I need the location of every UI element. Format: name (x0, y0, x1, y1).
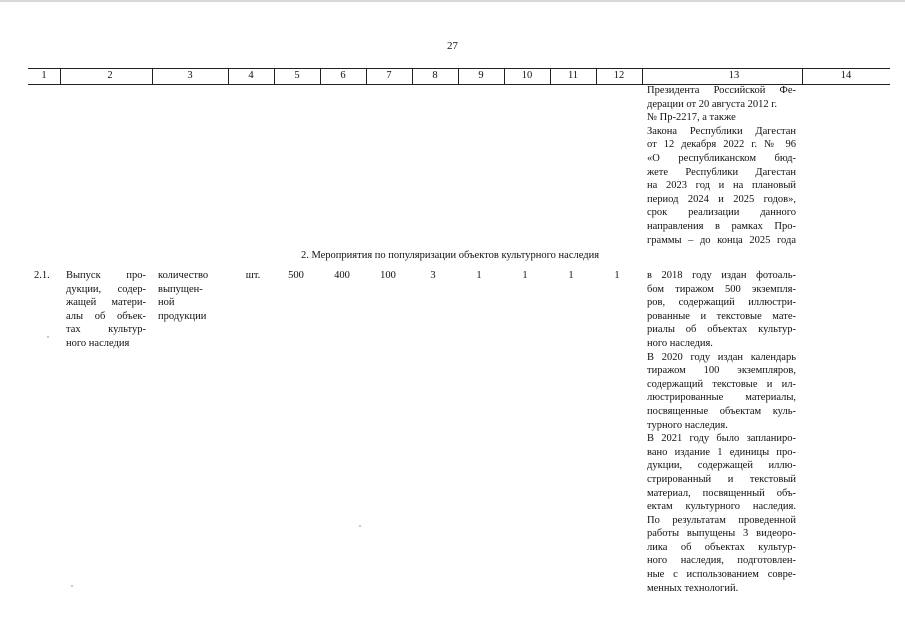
column-number-10: 10 (521, 70, 533, 81)
value-col-5: 500 (288, 270, 304, 281)
note-line: № Пр-2217, а также (647, 112, 736, 124)
note-line: направления в рамках Про- (647, 220, 796, 232)
note-line: срок реализации данного (647, 207, 796, 219)
note-line: тиражом 100 экземпляров, (647, 365, 796, 377)
item-title-line: алы об объек- (66, 310, 146, 322)
note-line: В 2021 году было запланиро- (647, 433, 796, 445)
item-title-line: ного наследия (66, 337, 130, 349)
column-number-14: 14 (840, 70, 852, 81)
note-line: период 2024 и 2025 годов», (647, 193, 796, 205)
note-line: ектам культурного наследия. (647, 501, 796, 513)
item-title-line: Выпуск про- (66, 270, 146, 281)
note-line: лика об объектах культур- (647, 541, 796, 553)
note-line: вано издание 1 единицы про- (647, 446, 796, 458)
value-col-10: 1 (522, 270, 528, 281)
note-line: турного наследия. (647, 419, 728, 431)
item-title-line: тах культур- (66, 324, 146, 336)
note-line: в 2018 году издан фотоаль- (647, 270, 796, 281)
value-col-8: 3 (430, 270, 436, 281)
note-line: Закона Республики Дагестан (647, 125, 796, 137)
column-number-13: 13 (728, 70, 740, 81)
value-col-6: 400 (334, 270, 350, 281)
note-line: люстрированные материалы, (647, 392, 796, 404)
note-line: от 12 декабря 2022 г. № 96 (647, 139, 796, 151)
note-line: менных технологий. (647, 582, 739, 594)
note-line: ров, содержащий иллюстри- (647, 297, 796, 309)
item-title-line: дукции, содер- (66, 283, 146, 295)
note-line: содержащий текстовые и ил- (647, 378, 796, 390)
item-title (66, 269, 146, 351)
note-line: работы выпущены 3 видеоро- (647, 528, 796, 540)
scan-speck (47, 336, 49, 338)
indicator-line: количество (158, 270, 209, 281)
note-line: граммы – до конца 2025 года (647, 234, 796, 246)
column-number-8: 8 (432, 70, 438, 81)
value-col-11: 1 (568, 270, 574, 281)
indicator-name (158, 269, 222, 323)
scan-speck (359, 525, 361, 527)
indicator-line: ной (158, 297, 175, 309)
note-line: В 2020 году издан календарь (647, 351, 796, 363)
column-divider (60, 69, 61, 84)
note-line: дукции, содержащей иллю- (647, 460, 796, 472)
column-number-2: 2 (107, 70, 113, 81)
note-line: жете Республики Дагестан (647, 166, 796, 178)
page-number: 27 (447, 40, 458, 52)
column-number-3: 3 (187, 70, 193, 81)
note-line: посвященные объектам куль- (647, 405, 796, 417)
column-number-6: 6 (340, 70, 346, 81)
note-line: стрированный и текстовый (647, 473, 796, 485)
note-line: рованные и текстовые мате- (647, 310, 796, 322)
value-col-7: 100 (380, 270, 396, 281)
value-col-12: 1 (614, 270, 620, 281)
note-line: риалы об объектах культур- (647, 324, 796, 336)
implementation-note (647, 269, 796, 595)
note-line: на 2023 год и на плановый (647, 180, 796, 192)
item-number: 2.1. (34, 270, 50, 281)
note-line: По результатам проведенной (647, 514, 796, 526)
note-line: дерации от 20 августа 2012 г. (647, 98, 778, 110)
note-line: ного наследия. (647, 337, 713, 349)
scan-top-edge (0, 0, 905, 2)
indicator-line: продукции (158, 310, 207, 322)
legal-basis-note (647, 84, 796, 247)
column-number-7: 7 (386, 70, 392, 81)
column-number-5: 5 (294, 70, 300, 81)
column-number-11: 11 (567, 70, 579, 81)
note-line: ного наследия, подготовлен- (647, 555, 796, 567)
value-col-9: 1 (476, 270, 482, 281)
scan-speck (71, 585, 73, 587)
item-title-line: жащей матери- (66, 297, 146, 309)
note-line: ные с использованием совре- (647, 569, 796, 581)
note-line: «О республиканском бюд- (647, 152, 796, 164)
column-number-1: 1 (41, 70, 47, 81)
section-heading: 2. Мероприятия по популяризации объектов культурного наследия (300, 250, 600, 261)
note-line: бом тиражом 500 экземпля- (647, 283, 796, 295)
column-number-9: 9 (478, 70, 484, 81)
column-number-12: 12 (613, 70, 625, 81)
indicator-line: выпущен- (158, 283, 203, 295)
column-number-4: 4 (248, 70, 254, 81)
note-line: Президента Российской Фе- (647, 85, 796, 96)
column-number-row (28, 68, 890, 85)
note-line: материал, посвященный объ- (647, 487, 796, 499)
unit-of-measure: шт. (245, 270, 261, 281)
